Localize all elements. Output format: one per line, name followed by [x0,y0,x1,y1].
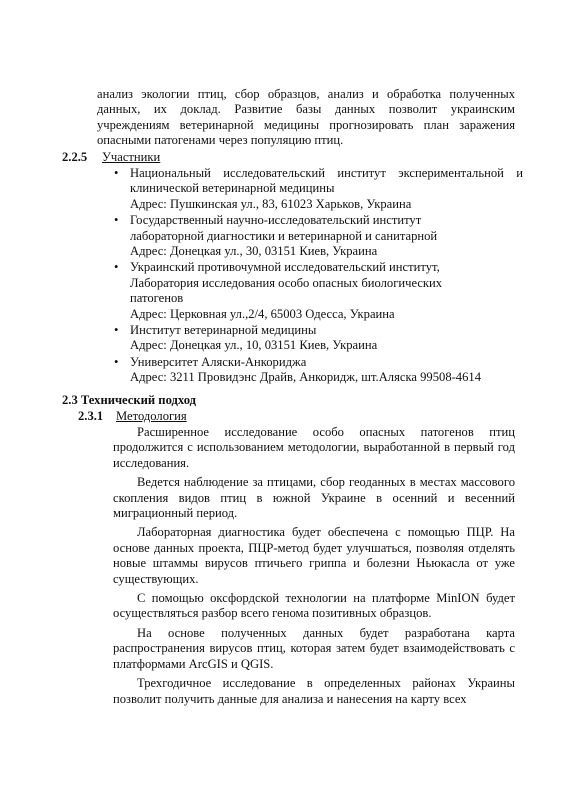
participant-item [113,260,523,322]
participants-heading [62,150,160,165]
participant-item [113,166,523,212]
methodology-title: Методология [116,409,187,423]
bullet-icon: • [114,166,119,180]
bullet-icon: • [114,260,119,275]
methodology-heading [78,409,187,424]
methodology-paragraph: Ведется наблюдение за птицами, сбор геоданных в местах массового скопления видов птиц в южной Украине в осенний и весенний миграционный период. [113,475,515,521]
methodology-number: 2.3.1 [78,409,104,423]
methodology-body [113,425,515,711]
participant-address: Адрес: 3211 Провидэнс Драйв, Анкоридж, шт.Аляска 99508-4614 [130,370,481,385]
participants-list [113,166,523,387]
bullet-icon: • [114,354,119,369]
participants-title: Участники [102,150,161,164]
participant-item [113,355,523,386]
participant-name: Институт ветеринарной медицины [130,323,317,338]
participant-address: Адрес: Донецкая ул., 30, 03151 Киев, Украина [130,244,378,259]
bullet-icon: • [114,213,119,228]
participant-address: Адрес: Церковная ул.,2/4, 65003 Одесса, Украина [130,306,395,321]
methodology-paragraph: С помощью оксфордской технологии на платформе MinION будет осуществляться разбор всего генома позитивных образцов. [113,591,515,621]
participant-name: Государственный научно-исследовательский институт лабораторной диагностики и ветеринарной и санитарной [130,213,438,243]
bullet-icon: • [114,323,119,338]
methodology-paragraph: Лабораторная диагностика будет обеспечена с помощью ПЦР. На основе данных проекта, ПЦР-метод будет улучшаться, позволяя отделять новые штаммы вирусов птичьего гриппа и болезни Ньюкасла от уже существующих. [113,525,515,586]
methodology-paragraph: Трехгодичное исследование в определенных районах Украины позволит получить данные для анализа и нанесения на карту всех [113,676,515,706]
participants-number: 2.2.5 [62,150,88,164]
methodology-paragraph: Расширенное исследование особо опасных патогенов птиц продолжится с использованием методологии, выработанной в первый год исследования. [113,425,515,470]
participant-item [113,213,523,259]
participant-name: Национальный исследовательский институт экспериментальной и клинической ветеринарной медицины [130,166,523,196]
participant-name: Университет Аляски-Анкориджа [130,354,307,369]
methodology-paragraph: На основе полученных данных будет разработана карта распространения вирусов птиц, которая затем будет взаимодействовать с платформами ArcGIS и QGIS. [113,625,515,671]
participant-name: Украинский противочумной исследовательский институт, Лаборатория исследования особо опасных биологических патогенов [130,260,443,306]
participant-address: Адрес: Пушкинская ул., 83, 61023 Харьков, Украина [130,196,412,211]
participant-item [113,323,523,354]
intro-paragraph: анализ экологии птиц, сбор образцов, анализ и обработка полученных данных, их доклад. Развитие базы данных позволит украинским учреждениям ветеринарной медицины прогнозировать план заражения опасными патогенами через популяцию птиц. [97,87,515,148]
participant-address: Адрес: Донецкая ул., 10, 03151 Киев, Украина [130,338,378,353]
section-heading-technical-approach: 2.3 Технический подход [62,393,196,407]
